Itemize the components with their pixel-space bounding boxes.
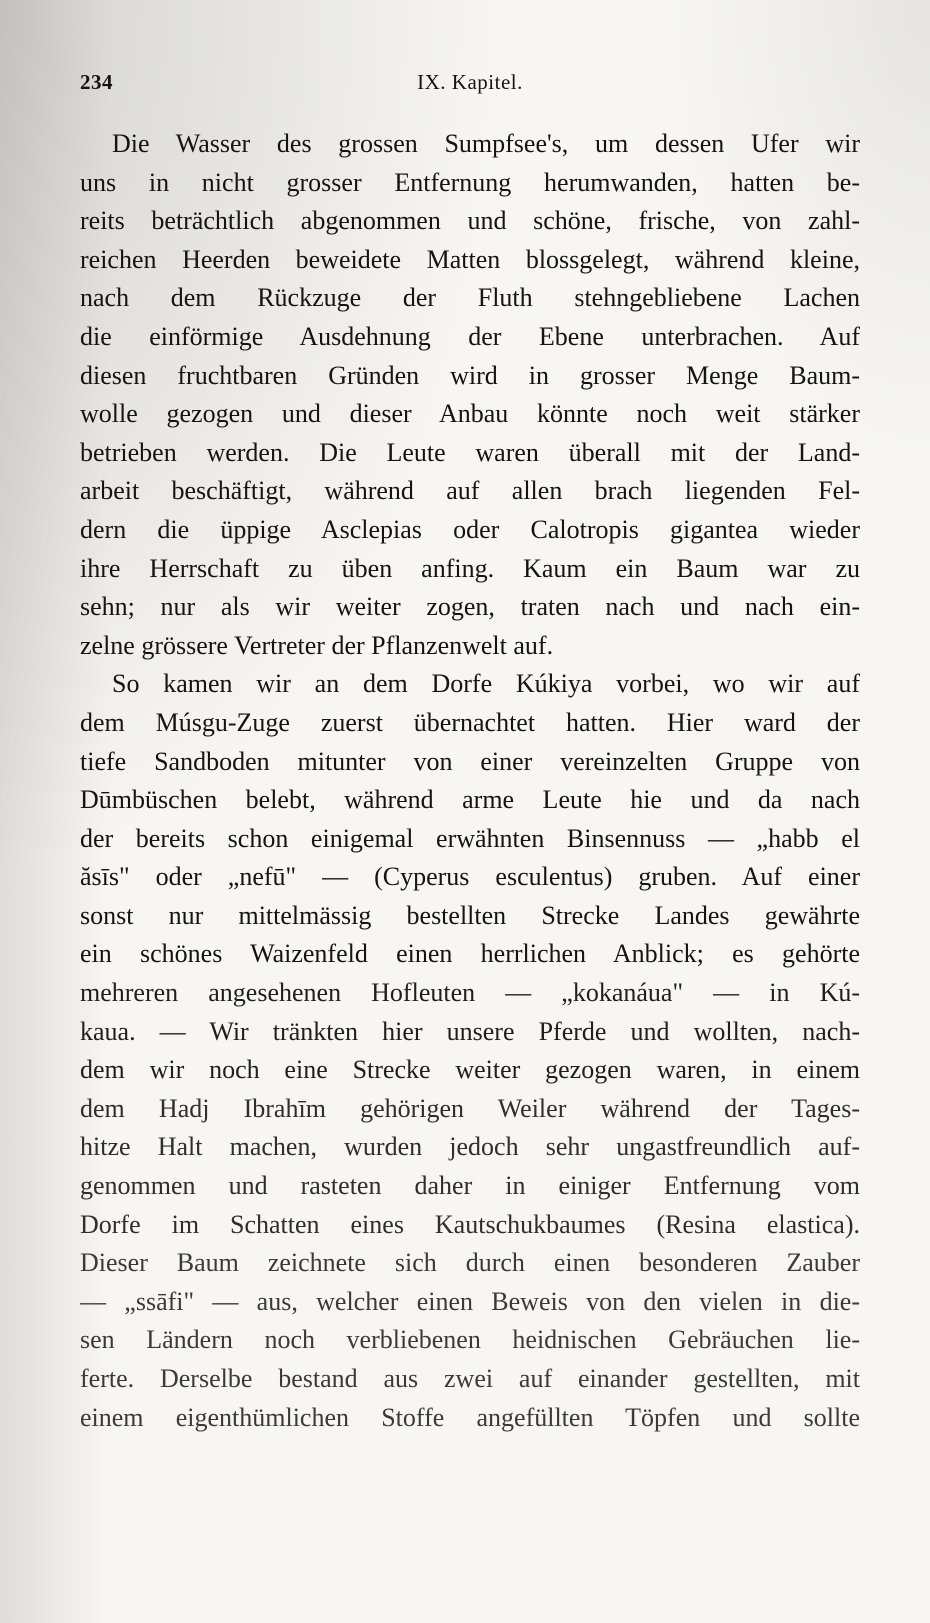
page-header	[80, 70, 860, 106]
text-line: sen Ländern noch verbliebenen heidnischen Gebräuchen lie-	[80, 1325, 860, 1355]
text-line: reits beträchtlich abgenommen und schöne, frische, von zahl-	[80, 206, 860, 236]
text-line: zelne grössere Vertreter der Pflanzenwelt auf.	[80, 630, 554, 660]
text-line: diesen fruchtbaren Gründen wird in grosser Menge Baum-	[80, 360, 860, 390]
text-line: ferte. Derselbe bestand aus zwei auf einander gestellten, mit	[80, 1364, 860, 1393]
text-line: Dieser Baum zeichnete sich durch einen besonderen Zauber	[80, 1248, 860, 1278]
text-line: ihre Herrschaft zu üben anfing. Kaum ein Baum war zu	[80, 553, 860, 583]
text-line: kaua. — Wir tränkten hier unsere Pferde und wollten, nach-	[80, 1016, 860, 1046]
text-line: dem Hadj Ibrahīm gehörigen Weiler während der Tages-	[80, 1093, 860, 1123]
text-line: dem wir noch eine Strecke weiter gezogen waren, in einem	[80, 1055, 860, 1085]
text-line: nach dem Rückzuge der Fluth stehngebliebene Lachen	[80, 283, 860, 313]
text-line: sehn; nur als wir weiter zogen, traten nach und nach ein-	[80, 592, 860, 622]
text-line: einem eigenthümlichen Stoffe angefüllten Töpfen und sollte	[80, 1402, 860, 1432]
text-line: genommen und rasteten daher in einiger Entfernung vom	[80, 1171, 860, 1201]
body-text	[80, 125, 860, 1437]
text-line: — „ssāfi" — aus, welcher einen Beweis von den vielen in die-	[80, 1286, 860, 1316]
text-line: ăsīs" oder „nefū" — (Cyperus esculentus) gruben. Auf einer	[80, 862, 860, 892]
text-line: So kamen wir an dem Dorfe Kúkiya vorbei, wo wir auf	[112, 669, 860, 699]
text-line: die einförmige Ausdehnung der Ebene unterbrachen. Auf	[80, 321, 860, 351]
text-line: hitze Halt machen, wurden jedoch sehr ungastfreundlich auf-	[80, 1132, 860, 1162]
text-line: mehreren angesehenen Hofleuten — „kokanáua" — in Kú-	[80, 978, 860, 1008]
running-head: IX. Kapitel.	[417, 70, 523, 94]
text-line: Dorfe im Schatten eines Kautschukbaumes (Resina elastica).	[80, 1209, 860, 1239]
text-line: tiefe Sandboden mitunter von einer vereinzelten Gruppe von	[80, 746, 860, 776]
text-line: wolle gezogen und dieser Anbau könnte noch weit stärker	[80, 399, 860, 429]
text-line: der bereits schon einigemal erwähnten Binsennuss — „habb el	[80, 823, 860, 853]
text-line: Die Wasser des grossen Sumpfsee's, um dessen Ufer wir	[112, 129, 860, 158]
text-line: Dūmbüschen belebt, während arme Leute hie und da nach	[80, 785, 860, 815]
page-number: 234	[80, 70, 113, 94]
text-line: dern die üppige Asclepias oder Calotropis gigantea wieder	[80, 514, 860, 544]
text-line: dem Músgu-Zuge zuerst übernachtet hatten. Hier ward der	[80, 707, 860, 737]
text-line: sonst nur mittelmässig bestellten Strecke Landes gewährte	[80, 900, 860, 930]
text-line: arbeit beschäftigt, während auf allen brach liegenden Fel-	[80, 476, 860, 506]
text-line: ein schönes Waizenfeld einen herrlichen Anblick; es gehörte	[80, 939, 860, 969]
text-line: reichen Heerden beweidete Matten blossgelegt, während kleine,	[80, 244, 860, 274]
text-line: betrieben werden. Die Leute waren überall mit der Land-	[80, 437, 860, 467]
text-line: uns in nicht grosser Entfernung herumwanden, hatten be-	[80, 167, 860, 197]
